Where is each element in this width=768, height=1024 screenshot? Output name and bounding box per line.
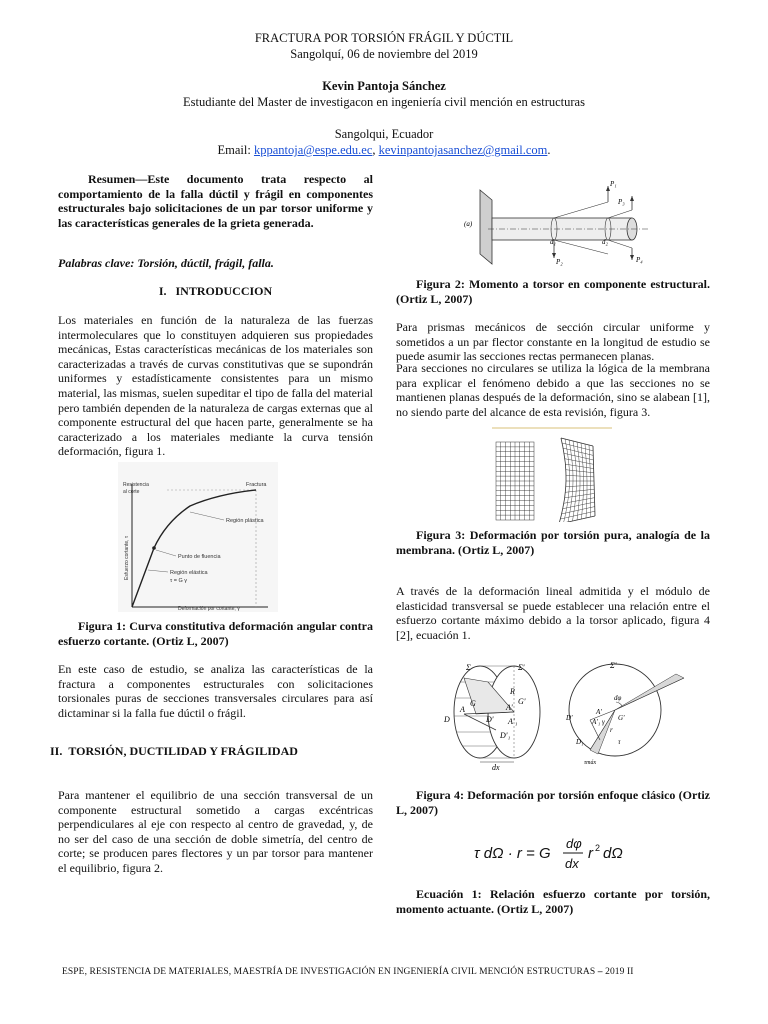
figure-4-graphic	[440, 658, 712, 770]
svg-text:dx: dx	[565, 856, 579, 871]
equation-1	[470, 832, 650, 874]
deformation-paragraph: A través de la deformación lineal admitida y el módulo de elasticidad transversal se puede establecer una relación entre el esfuerzo cortante máximo debido a la torsor aplicado, figura 4 [2], ecuación 1.	[396, 584, 710, 642]
fig4-label-A-prime-right: A'	[596, 708, 602, 716]
email-label: Email:	[217, 143, 251, 157]
svg-text:τ dΩ · r = G: τ dΩ · r = G	[474, 845, 551, 862]
figure-3-caption: Figura 3: Deformación por torsión pura, analogía de la membrana. (Ortiz L, 2007)	[396, 528, 710, 557]
fig4-label-D-prime: D'	[486, 715, 494, 724]
figure-2-caption: Figura 2: Momento a torsor en componente estructural. (Ortiz L, 2007)	[396, 277, 710, 306]
equation-1-caption: Ecuación 1: Relación esfuerzo cortante por torsión, momento actuante. (Ortiz L, 2007)	[396, 887, 710, 916]
email-link-espe[interactable]: kppantoja@espe.edu.ec	[253, 143, 373, 157]
date-line: Sangolquí, 06 de noviembre del 2019	[290, 47, 478, 61]
footer-term: 2019 II	[605, 967, 634, 977]
prisms-paragraph: Para prismas mecánicos de sección circular uniforme y sometidos a un par flector constante en la longitud de estudio se puede asumir las secciones rectas permanecen planas.	[396, 320, 710, 364]
fig4-label-G: G	[470, 699, 476, 708]
fig1-label-region-plastica: Región plástica	[226, 518, 264, 524]
abstract: Resumen—Este documento trata respecto al comportamiento de la falla dúctil y frágil en componentes estructurales bajo solicitaciones de un par torsor uniforme y las características generales de la grieta generada.	[58, 172, 373, 230]
fig4-label-A-prime: A'	[506, 703, 513, 712]
email-end: .	[547, 143, 551, 157]
svg-text:dΩ: dΩ	[603, 845, 623, 862]
email-separator: ,	[372, 143, 376, 157]
fig4-label-tau-max: τmáx	[584, 760, 597, 766]
fig1-label-region-elastica: Región elástica	[170, 570, 208, 576]
fig4-label-D1: D₁	[576, 738, 584, 746]
footer-text: ESPE, RESISTENCIA DE MATERIALES, MAESTRÍA DE INVESTIGACIÓN EN INGENIERÍA CIVIL MENCIÓN ESTRUCTURAS	[62, 967, 596, 977]
fig2-label-d2: d₂	[602, 238, 608, 246]
fig1-label-al-corte: al corte	[123, 489, 140, 495]
fig1-xlabel: Deformación por cortante, γ	[178, 606, 240, 612]
fig2-label-p3: P₃	[618, 198, 625, 206]
fig4-label-sigma: Σ	[466, 663, 471, 672]
page-footer	[62, 966, 722, 978]
fig2-label-d1: d₁	[550, 238, 556, 246]
figure-4-classical-torsion	[440, 658, 712, 770]
fig4-label-G-prime-right: G'	[618, 714, 625, 722]
figure-3-graphic	[490, 426, 614, 522]
fig1-ylabel: Esfuerzo cortante, τ	[124, 536, 130, 580]
figure-2-torsion-member	[458, 174, 658, 266]
fig4-label-dphi: dφ	[614, 694, 622, 702]
email-line	[0, 142, 768, 158]
author-name: Kevin Pantoja Sánchez	[322, 79, 446, 93]
fig1-label-resistencia: Resistencia	[123, 482, 149, 488]
figure-3-membrane-analogy	[490, 426, 614, 522]
fig4-label-tau: τ	[618, 738, 621, 746]
figure-2-graphic	[458, 174, 658, 266]
fig4-label-sigma-prime: Σ'	[518, 663, 525, 672]
fig4-label-G-prime: G'	[518, 697, 526, 706]
fig4-label-r: r	[610, 726, 613, 734]
paper-title: FRACTURA POR TORSIÓN FRÁGIL Y DÚCTIL	[254, 31, 514, 45]
footer-dash: –	[597, 967, 603, 977]
svg-text:dφ: dφ	[566, 836, 582, 851]
fig4-label-R: R	[510, 687, 515, 696]
fig2-label-p2: P₂	[556, 258, 563, 266]
figure-1-caption: Figura 1: Curva constitutiva deformación angular contra esfuerzo cortante. (Ortiz L, 2007)	[58, 619, 373, 648]
svg-text:2: 2	[595, 843, 601, 853]
section-2-title: II. TORSIÓN, DUCTILIDAD Y FRÁGILIDAD	[50, 744, 298, 758]
fig4-label-A1-prime-right: A'₁	[592, 718, 601, 726]
fig2-label-a: (a)	[464, 220, 473, 228]
fig4-label-sigma-prime-right: Σ'	[610, 661, 617, 670]
figure-1-graphic	[118, 462, 278, 612]
author-location: Sangolqui, Ecuador	[334, 127, 434, 141]
case-study-paragraph: En este caso de estudio, se analiza las características de la fractura a componentes estructurales con solicitaciones torsionales puras de secciones transversales circulares para así dictaminar si la falla fue dúctil o frágil.	[58, 662, 373, 720]
keywords: Palabras clave: Torsión, dúctil, frágil, falla.	[58, 256, 274, 270]
fig2-label-p1: P₁	[610, 180, 617, 188]
paper-header	[0, 30, 768, 158]
email-link-gmail[interactable]: kevinpantojasanchez@gmail.com	[378, 143, 548, 157]
intro-paragraph: Los materiales en función de la naturaleza de las fuerzas intermoleculares que lo constituyen adquieren sus propiedades mecánicas, Estas características mecánicas de los materiales son caracterizadas a través de curvas constitutivas que se supondrán uniformes y estadísticamente consistentes para un mismo material, las mismas, suelen supeditar el tipo de falla del material pero también dependen de la naturaleza de cargas externas que al componente estructural del que hacen parte, generalmente se ha caracterizado a los materiales mediante la curva tensión deformación, figura 1.	[58, 313, 373, 459]
fig1-label-fractura: Fractura	[246, 482, 267, 488]
section-1-title: I. INTRODUCCION	[158, 284, 273, 298]
equation-1-graphic	[470, 832, 650, 874]
fig4-label-D-prime-right: D'	[566, 714, 573, 722]
svg-text:r: r	[588, 845, 593, 862]
figure-4-caption: Figura 4: Deformación por torsión enfoque clásico (Ortiz L, 2007)	[396, 788, 710, 817]
fig4-label-D1-prime: D'₁	[500, 731, 511, 740]
fig4-label-dx: dx	[492, 763, 500, 770]
fig2-label-p4: P₄	[636, 256, 643, 264]
equilibrium-paragraph: Para mantener el equilibrio de una sección transversal de un componente estructural sometido a cargas excéntricas perpendiculares al eje con respecto al centro de gravedad, y, de no ser del caso de una sección de doble simetría, del centro de corte; se producen pares flectores y un par torsor para mantener el equilibrio, figura 2.	[58, 788, 373, 875]
fig4-label-A1-prime: A'₁	[508, 717, 518, 726]
author-affiliation: Estudiante del Master de investigacon en ingeniería civil mención en estructuras	[183, 95, 585, 109]
fig1-label-punto-fluencia: Punto de fluencia	[178, 554, 221, 560]
fig4-label-A: A	[460, 705, 465, 714]
figure-1-stress-strain-curve	[118, 462, 278, 612]
fig4-label-D: D	[444, 715, 450, 724]
fig1-label-ley: τ = G γ	[170, 578, 187, 584]
noncircular-paragraph: Para secciones no circulares se utiliza la lógica de la membrana para explicar el fenómeno debido a que las secciones no se mantienen planas después de la deformación, sino se alabean [1], no siendo parte del alcance de esta revisión, figura 3.	[396, 361, 710, 419]
fig4-label-gamma: γ	[602, 718, 605, 726]
